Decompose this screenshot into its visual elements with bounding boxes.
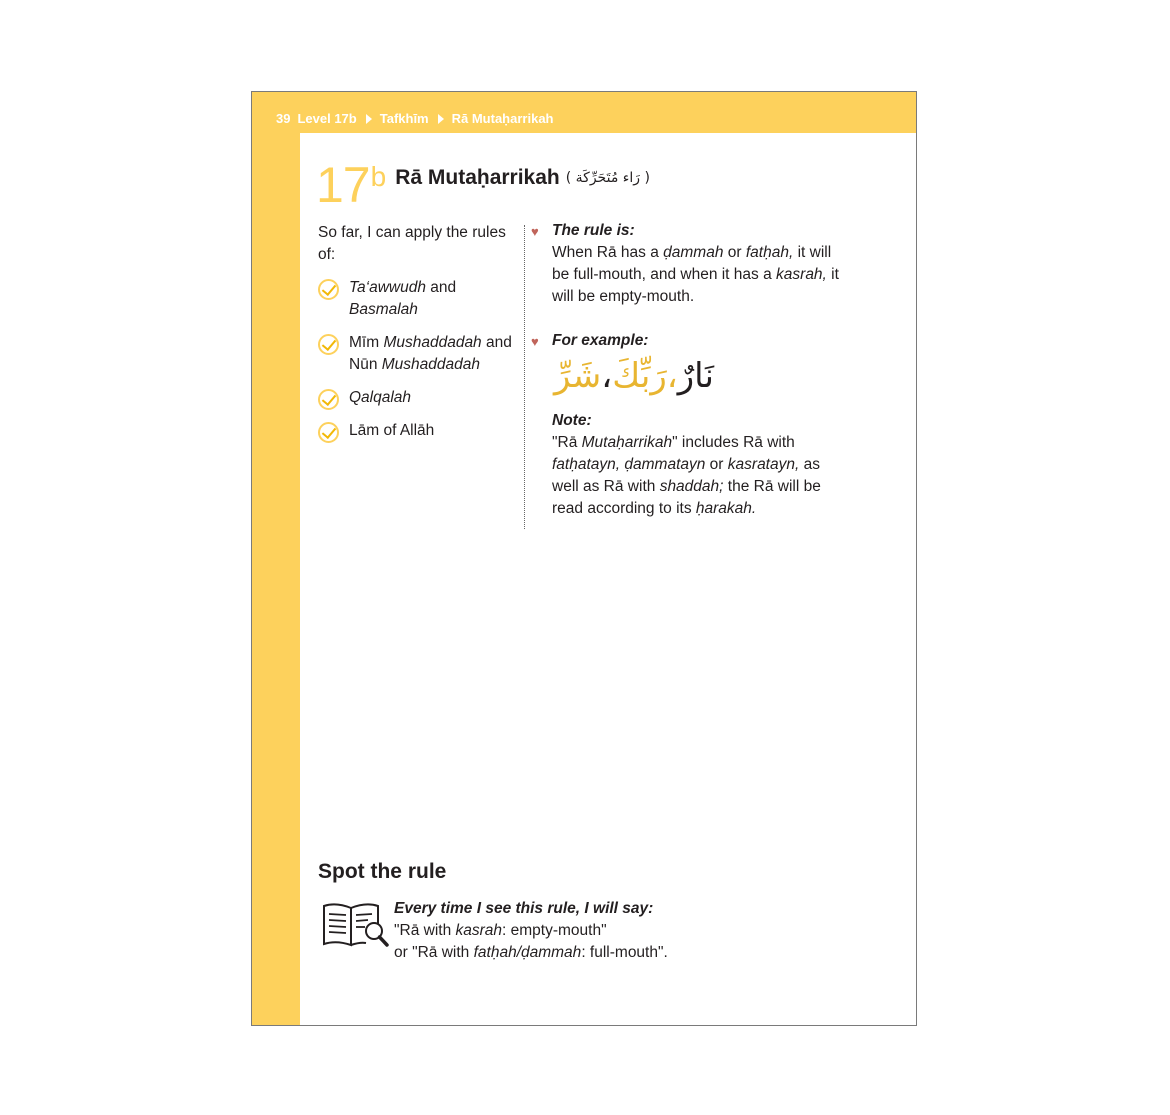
rule-title: The rule is: — [552, 222, 635, 239]
column-divider — [524, 225, 525, 529]
arabic-separator: ، — [666, 356, 678, 396]
spot-lead: Every time I see this rule, I will say: — [394, 900, 654, 917]
breadcrumb-level: Level 17b — [297, 111, 357, 126]
item-text: Qalqalah — [349, 389, 412, 406]
check-circle-icon — [318, 389, 339, 410]
list-item — [318, 387, 518, 409]
example-block — [531, 330, 842, 396]
note-block — [552, 410, 842, 520]
item-text: Mushaddadah — [383, 334, 482, 351]
breadcrumb-section: Tafkhīm — [379, 111, 429, 126]
arabic-separator: ، — [601, 356, 613, 396]
arabic-example — [554, 356, 714, 396]
breadcrumb — [276, 111, 554, 126]
example-title: For example: — [552, 332, 649, 349]
book-magnifier-icon — [322, 900, 390, 950]
chevron-right-icon — [366, 114, 372, 124]
lesson-title-arabic: ( رَاء مُتَحَرِّكَة ) — [565, 170, 650, 186]
progress-checklist — [318, 222, 518, 453]
arabic-word: رَبِّكَ — [612, 356, 667, 396]
check-circle-icon — [318, 422, 339, 443]
side-band — [252, 92, 300, 1025]
spot-the-rule-heading: Spot the rule — [318, 860, 447, 883]
chevron-right-icon — [438, 114, 444, 124]
check-circle-icon — [318, 334, 339, 355]
item-text: and Nūn — [349, 334, 512, 373]
page-title — [316, 157, 650, 213]
book-page — [251, 91, 917, 1026]
rule-block — [531, 220, 842, 308]
item-text: and — [425, 279, 457, 296]
rule-panel — [531, 220, 842, 520]
lesson-title: Rā Mutaḥarrikah — [395, 166, 560, 189]
heart-icon: ♥ — [531, 334, 539, 349]
list-item — [318, 420, 518, 442]
breadcrumb-current: Rā Mutaḥarrikah — [451, 111, 554, 126]
item-text: Mushaddadah — [381, 356, 480, 373]
arabic-word: نَارٌ — [677, 356, 714, 396]
rule-text: When Rā has a ḍammah or fatḥah, it will be full-mouth, and when it has a kasrah, it will be empty-mouth. — [552, 244, 839, 305]
note-text: "Rā Mutaḥarrikah" includes Rā with fatḥatayn, ḍammatayn or kasratayn, as well as Rā with shaddah; the Rā will be read according to its ḥarakah. — [552, 434, 821, 517]
arabic-word: شَرِّ — [553, 356, 602, 396]
item-text: Mīm — [349, 334, 384, 351]
item-text: Ta‘awwudh — [349, 279, 426, 296]
note-title: Note: — [552, 412, 592, 429]
page-number: 39 — [276, 111, 291, 126]
spot-line-1: "Rā with kasrah: empty-mouth" — [394, 922, 607, 939]
list-item — [318, 332, 518, 376]
item-text: Basmalah — [349, 301, 418, 318]
checklist-intro: So far, I can apply the rules of: — [318, 224, 506, 263]
spot-line-2: or "Rā with fatḥah/ḍammah: full-mouth". — [394, 944, 668, 961]
list-item — [318, 277, 518, 321]
heart-icon: ♥ — [531, 224, 539, 239]
lesson-number: 17 — [316, 157, 370, 213]
lesson-suffix: b — [370, 161, 387, 192]
check-circle-icon — [318, 279, 339, 300]
item-text: Lām of Allāh — [349, 422, 435, 439]
spot-the-rule-text — [394, 898, 754, 964]
